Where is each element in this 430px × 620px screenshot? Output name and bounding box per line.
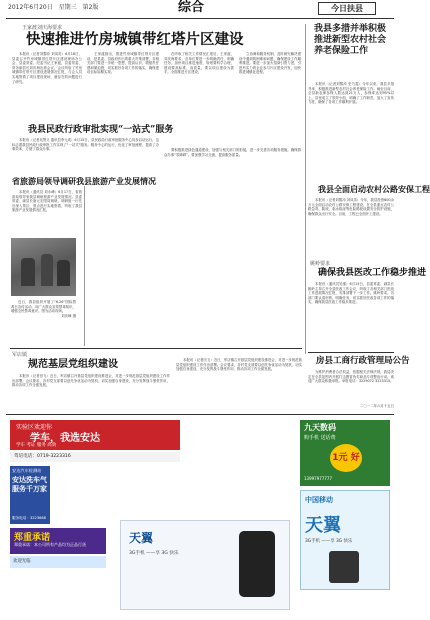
photo-caption: 近日，我县组织开展了“6.26”国际禁毒日宣传活动，向广大群众宣传禁毒知识，增强全民禁毒意识。图为活动现场。 刘庆峰 摄 [11, 300, 76, 318]
military-kicker: 军店镇 [12, 352, 28, 358]
right-story3-body: 本报讯（通讯员吴强）6月15日，县委常委、副县长姚岭主持召开全县医改工作会议，听取了各相关部门医改工作进展情况汇报，安排部署下一步工作。姚岭要求，各部门要认清形势，明确任务，切实抓好医改各项工作的落实，确保我县医改工作稳步推进。 [308, 282, 394, 305]
phone-icon [239, 531, 275, 597]
notice-footer: 二〇一二年六月十五日 [360, 404, 394, 408]
story3-body: 本报讯（通讯员 刘永峰）6月17日，省旅游局领导来我县调研旅游产业发展情况。县委常委、副县长唐元宏陪同调研。调研组一行先后深入景区、景点进行实地察看，听取了我县旅游产业发展情况汇报。 [12, 190, 82, 213]
right-body: 本报讯（记者刘黎冲 史乃霞）今年以来，我县多措并举，积极推进新型农村社会养老保险工作。截至目前，全县新农保参保人数达到21万人，参保率达到95%以上。县里成立了领导小组，明确了工作职责，加大了宣传力度，确保了各项工作顺利开展。 [308, 82, 394, 105]
driving-school-phone: 驾培电话：0719-3223316 [10, 452, 180, 462]
right-story3-kicker: 姚岭要求 [310, 261, 331, 267]
driving-school-ad[interactable]: 实验区欢迎你 学车，我选安达 学车 考证 服务 高效 [10, 420, 180, 450]
story3-headline: 省旅游局领导调研我县旅游产业发展情况 [12, 176, 156, 186]
masthead-date: 2012年6月20日 星期三 第2版 [8, 4, 99, 11]
story2-headline: 我县民政行政审批实现“一站式”服务 [28, 125, 174, 135]
newspaper-logo: 今日扶县 [318, 2, 376, 15]
phone-promo-ad[interactable]: 天翼 3G手机 ——享 3G 快乐 [120, 520, 290, 610]
lead-body-col4: 立协调和服务机制，及时研究解决建设中遇到的困难和问题，确保建设工作顺利推进。要进一步加大招商引资力度，引进有实力的企业参与片区建设开发，加快推进城镇化进程。 [239, 52, 301, 75]
right-headline: 我县多措并举积极推进新型农村社会养老保险工作 [314, 24, 387, 56]
military-body: 本报讯（记者田飞）近日，军店镇召开基层党组织建设推进会，对进一步规范基层党组织建设工作作出部署。会议要求，各村党支部要以创先争优活动为契机，切实加强自身建设，充分发挥战斗堡垒作用，推动各项工作全面发展。 [12, 374, 170, 388]
promise-ad-note: 欢迎光临 [10, 556, 106, 568]
right-story2-body: 本报讯（记者刘黎冲 刘凤英）今年，我县投资600余万元全面启动农村公路安保工程建设，在全县重点农村公路急弯、陡坡、临水临崖等危险路段设置安全防护设施，确保群众出行安全。目前，工程已全面开工建设。 [308, 198, 394, 216]
mobile-ad[interactable]: 中国移动 天翼 3G手机 ——享 3G 快乐 [300, 490, 390, 590]
nine-sky-ad[interactable]: 九天数码 购手机 送话费 1元 好 13997977777 [300, 420, 390, 486]
military-headline: 规范基层党组织建设 [28, 359, 118, 370]
lead-kicker: 王家渡刘庆海要求 [22, 25, 63, 31]
car-wash-ad[interactable]: 安达汽车检测站 安达洗车气服务千万家 服务电话：3223668 [10, 466, 50, 524]
lead-body-col3: 在听取了相关工作情况汇报后，王家渡、刘庆海要求，各单位要进一步明确责任，明确任务，加快项目推进速度，规划要科学合理，建设要高标准、高质量，要以项目建设为抓手，全面推进片区建设。 [164, 52, 234, 75]
lead-continued: 要积极推进绿色通道建设，加强与相关部门的衔接，进一步完善各项服务措施，确保群众办事“零障碍”。要加强学习交流，提高服务质量。 [164, 148, 301, 157]
lead-headline: 快速推进竹房城镇带红塔片区建设 [26, 31, 244, 48]
lead-body-col1: 本报讯（记者刘黎冲 刘凤英）6月18日，县委召开竹房城镇带红塔片区建设现场办公会，县委常委、纪委书记王家渡，县委常委、常务副县长刘庆海出席会议。会议听取了竹房城镇带红塔片区建设进展情况汇报，与会人员实地察看了项目建设现场，就存在的问题进行了研究。 [12, 52, 82, 84]
phone-icon [329, 551, 359, 583]
notice-headline: 房县工商行政管理局公告 [316, 356, 410, 366]
lead-body-col2: 王家渡指出，推进竹房城镇带红塔片区建设，是县委、县政府作出的重大决策部署，各相关部门要进一步统一思想，提高认识，增强责任感和紧迫感，切实抓好各项工作的落实，确保建设目标如期实现。 [87, 52, 159, 75]
news-photo [11, 238, 76, 296]
story2-body: 本报讯（记者吴贤义 通讯员李元成）6月15日，县民政局行政审批服务中心同步启动运行，这标志着我县民政行政审批工作实现了“一站式”服务。服务中心的运行，优化了审批流程，提高了办事效率，方便了群众办事。 [12, 138, 159, 152]
right-story3-headline: 确保我县医改工作稳步推进 [318, 268, 427, 278]
notice-body: 为维护消费者合法权益，依据相关法律法规，我局决定在全县范围内开展打击假冒伪劣商品专项整治行动，欢迎广大群众积极举报。举报电话：3229072 3223315。 [308, 370, 394, 384]
right-story2-headline: 我县全面启动农村公路安保工程 [318, 184, 430, 194]
spacer-text [218, 146, 302, 168]
military-body-cont: 本报讯（记者田飞）近日，军店镇召开基层党组织建设推进会，对进一步规范基层党组织建设工作作出部署。会议要求，各村党支部要以创先争优活动为契机，切实加强自身建设，充分发挥战斗堡垒作用，推动各项工作全面发展。 [176, 358, 302, 372]
promise-ad[interactable]: 郑重承诺 郑重承诺：本公司所有产品均为正品行货 [10, 528, 106, 554]
section-title: 综合 [178, 0, 205, 15]
